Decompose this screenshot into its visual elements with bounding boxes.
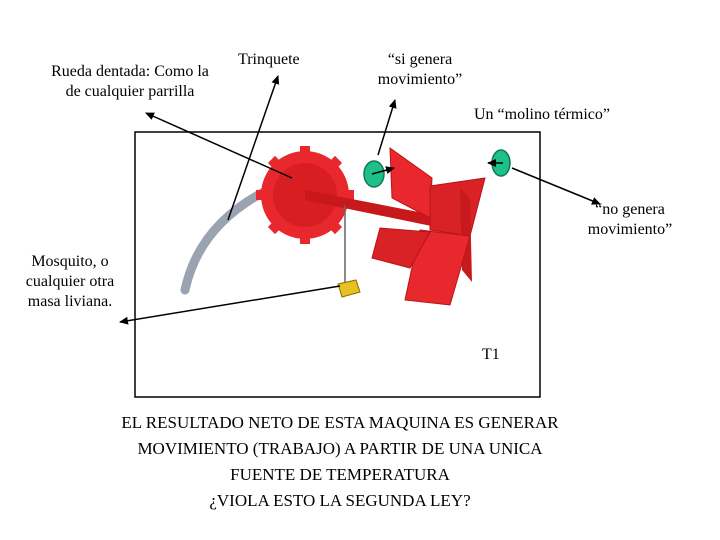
no-genera-label (570, 200, 690, 240)
rueda-label-line1: Rueda dentada: Como la (51, 63, 209, 80)
no-genera-pointer (512, 168, 600, 204)
paddle-vanes (372, 148, 485, 305)
conclusion-line-2: MOVIMIENTO (TRABAJO) A PARTIR DE UNA UNICA (137, 439, 543, 458)
mosquito-line1: Mosquito, o (31, 253, 109, 270)
conclusion-line-1: EL RESULTADO NETO DE ESTA MAQUINA ES GENERAR (121, 413, 559, 432)
rueda-label-line2: de cualquier parrilla (65, 83, 195, 100)
mosquito-line3: masa liviana. (27, 293, 113, 310)
si-genera-label (355, 50, 485, 90)
no-genera-line2: movimiento” (587, 221, 673, 238)
si-genera-pointer (378, 100, 395, 155)
no-genera-line1: “no genera (595, 201, 665, 218)
mosquito-label (8, 252, 132, 312)
trinquete-label: Trinquete (238, 51, 300, 68)
mosquito-pointer (120, 286, 340, 322)
mosquito-line2: cualquier otra (25, 273, 115, 290)
t1-label: T1 (482, 346, 500, 363)
rueda-label (30, 62, 230, 102)
conclusion-line-3: FUENTE DE TEMPERATURA (230, 465, 450, 484)
molino-label: Un “molino térmico” (474, 106, 610, 123)
si-genera-line2: movimiento” (377, 71, 463, 88)
conclusion-question: ¿VIOLA ESTO LA SEGUNDA LEY? (209, 491, 471, 510)
rueda-pointer (146, 113, 292, 178)
weight (338, 280, 360, 297)
conclusion-text (40, 410, 640, 514)
si-genera-line1: “si genera (387, 51, 453, 68)
